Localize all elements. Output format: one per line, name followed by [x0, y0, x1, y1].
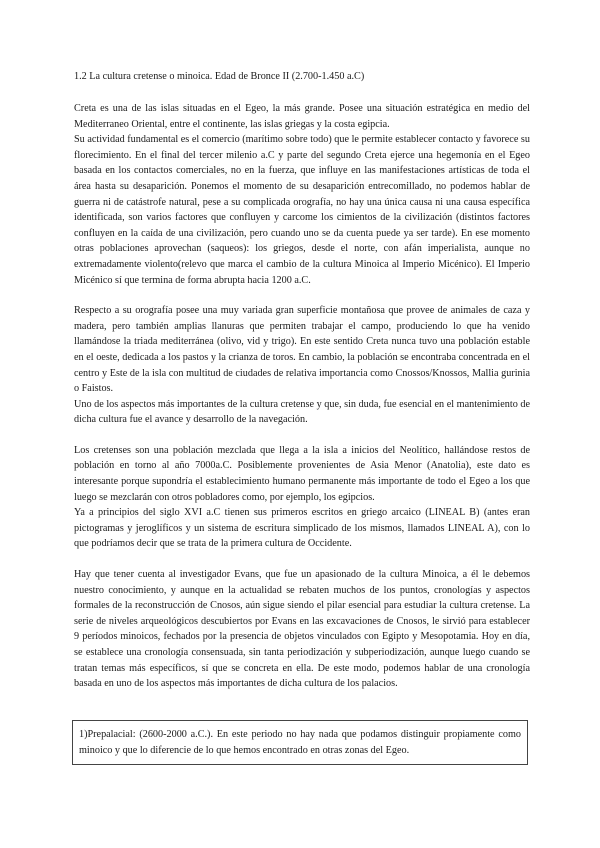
document-page: [74, 70, 530, 692]
section-heading: 1.2 La cultura cretense o minoica. Edad de Bronce II (2.700-1.450 a.C): [74, 71, 365, 82]
prepalacial-box: 1)Prepalacial: (2600-2000 a.C.). En este periodo no hay nada que podamos distinguir propiamente como minoico y que lo diferencie de lo que hemos encontrado en otras zonas del Egeo.: [72, 720, 528, 765]
paragraph-gap: [74, 288, 530, 303]
paragraph-orography: Respecto a su orografía posee una muy variada gran superficie montañosa que provee de animales de caza y madera, pero también amplias llanuras que permiten trabajar el campo, produciendo lo que ha venido llamándose la triada mediterránea (olivo, vid y trigo). En este sentido Creta nunca tuvo una población estable en el oeste, dedicada a los pastos y la crianza de toros. En cambio, la población se encontraba concentrada en el centro y Este de la isla con multitud de ciudades de relativa importancia como Cnossos/Knossos, Mallia gurinia o Faistos.: [74, 305, 530, 395]
paragraph-gap: [74, 552, 530, 567]
paragraph-evans: Hay que tener cuenta al investigador Evans, que fue un apasionado de la cultura Minoica, a él le debemos nuestro conocimiento, y aunque en la actualidad se rebaten muchos de los puntos, cronologías y aspectos formales de la reconstrucción de Cnosos, aún sigue siendo el pilar esencial para estudiar la cultura cretense. La serie de niveles arqueológicos descubiertos por Evans en las excavaciones de Cnosos, le sirvió para establecer 9 períodos minoicos, fechados por la presencia de objetos vinculados con Egipto y Mesopotamia. Hoy en día, se establece una cronología consensuada, sin tanta periodización y subperiodización, aunque luego cuando se tratan temas más específicos, sí que se concreta en ella. De este modo, podemos hablar de una cronología basada en uno de los aspectos más importantes de dicha cultura de los palacios.: [74, 569, 530, 690]
paragraph-gap: [74, 428, 530, 443]
paragraph-navigation: Uno de los aspectos más importantes de la cultura cretense y que, sin duda, fue esencial en el mantenimiento de dicha cultura fue el avance y desarrollo de la navegación.: [74, 398, 530, 426]
paragraph-creta-location: Creta es una de las islas situadas en el Egeo, la más grande. Posee una situación estratégica en medio del Mediterraneo Oriental, entre el continente, las islas griegas y la costa egipcia.: [74, 103, 530, 130]
paragraph-population: Los cretenses son una población mezclada que llega a la isla a inicios del Neolítico, hallándose restos de población en torno al año 7000a.C. Posiblemente provenientes de Asia Menor (Anatolia), este dato es interesante porque supondría el establecimiento humano permanente más importante de todo el Egeo a los que luego se mezclarán con otros pobladores como, por ejemplo, los egipcios.: [74, 444, 530, 503]
paragraph-writing: Ya a principios del siglo XVI a.C tienen sus primeros escritos en griego arcaico (LINEAL B) (antes eran pictogramas y jeroglíficos y un sistema de escritura simplicado de los mismos, llamados LINEAL A), con lo que podríamos decir que se trata de la primera cultura de Occidente.: [74, 507, 530, 550]
paragraph-commerce: Su actividad fundamental es el comercio (marítimo sobre todo) que le permite establecer contacto y favorece su florecimiento. En el final del tercer milenio a.C y parte del segundo Creta ejerce una hegemonía en el Egeo basada en los contactos comerciales, no en la fuerza, que influye en las manifestaciones artísticas de toda el área hasta su desaparición. Ponemos el momento de su desaparición entrecomillado, no podemos hablar de guerra ni de catástrofe natural, pese a su complicada orografía, no hay una única causa ni una causa específica identificada, son varios factores que confluyen y carcome los cimientos de la civilización (distintos factores confluyen en la caída de una civilización, pero cuando uno se da cuenta puede ya ser tarde). En ese momento otras poblaciones aprovechan (saqueos): los griegos, desde el norte, con afán imperialista, aunque no extremadamente violento(relevo que marca el cambio de la cultura Minoica al Imperio Micénico). El Imperio Micénico sí que termina de forma abrupta hacia 1200 a.C.: [74, 134, 530, 286]
